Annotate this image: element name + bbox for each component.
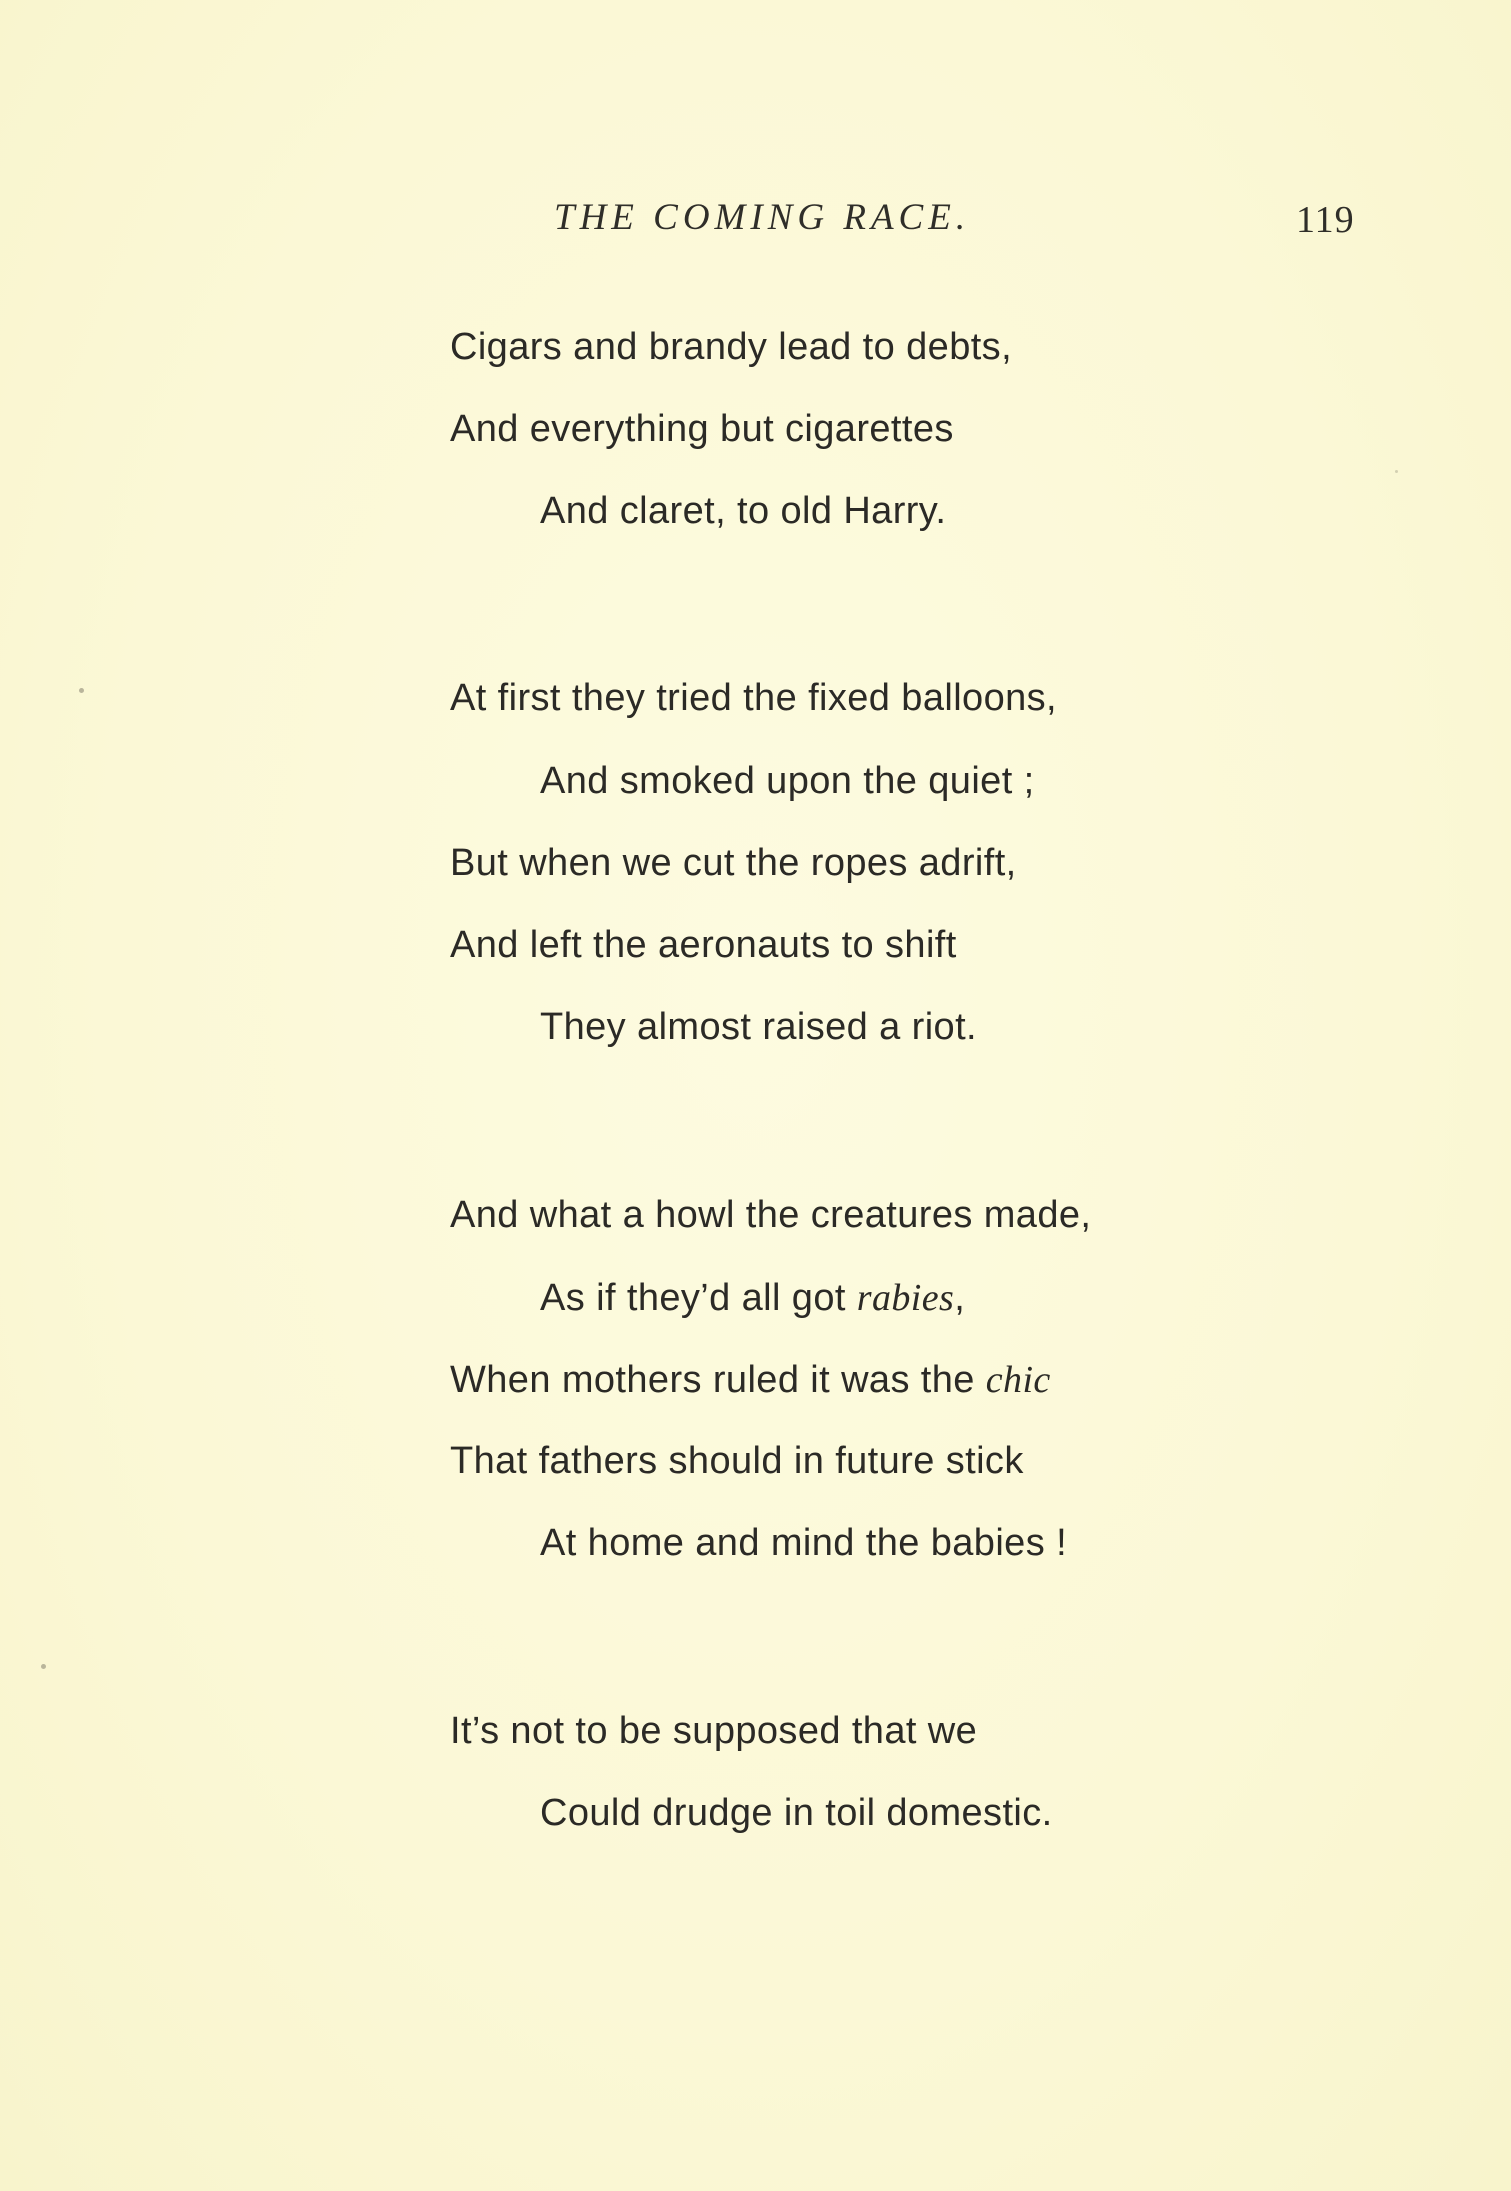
poem-line: But when we cut the ropes adrift, xyxy=(450,842,1017,884)
poem-line: And claret, to old Harry. xyxy=(540,490,947,532)
italic-word: chic xyxy=(985,1359,1051,1401)
poem-line-text: As if they’d all got xyxy=(540,1277,857,1319)
paper-speck xyxy=(79,688,84,693)
poem-line-text: When mothers ruled it was the xyxy=(450,1359,986,1401)
running-head xyxy=(0,196,1511,246)
poem-line: At home and mind the babies ! xyxy=(540,1522,1068,1564)
poem-line xyxy=(540,1276,965,1320)
poem-line: They almost raised a riot. xyxy=(540,1006,978,1048)
italic-word: rabies xyxy=(856,1277,955,1319)
poem-line: Cigars and brandy lead to debts, xyxy=(450,326,1013,368)
poem-line: And what a howl the creatures made, xyxy=(450,1194,1092,1236)
running-head-title: THE COMING RACE. xyxy=(554,197,971,238)
poem-line: And smoked upon the quiet ; xyxy=(540,760,1035,802)
poem-line: And left the aeronauts to shift xyxy=(450,924,957,966)
page-number: 119 xyxy=(1296,199,1355,241)
poem-line: Could drudge in toil domestic. xyxy=(540,1792,1053,1834)
poem-line: And everything but cigarettes xyxy=(450,408,954,450)
poem-line: That fathers should in future stick xyxy=(450,1440,1024,1482)
paper-speck xyxy=(41,1664,46,1669)
poem-line-punctuation: , xyxy=(954,1277,966,1319)
paper-speck xyxy=(1395,470,1398,473)
poem-line: At first they tried the fixed balloons, xyxy=(450,677,1058,719)
poem-line: It’s not to be supposed that we xyxy=(450,1710,978,1752)
poem-line xyxy=(450,1358,1051,1402)
